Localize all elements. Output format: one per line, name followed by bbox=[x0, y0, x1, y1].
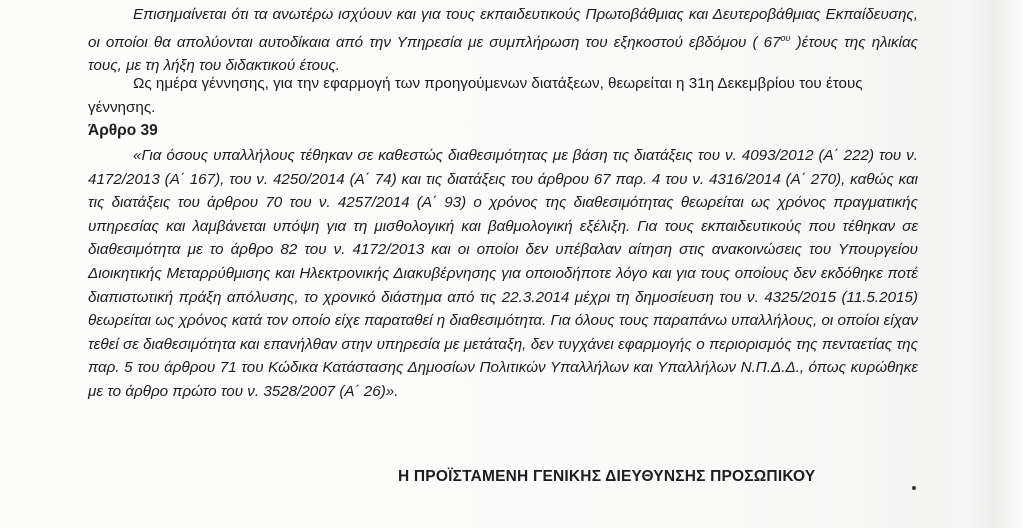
scan-speck bbox=[912, 486, 916, 490]
article-39-body: «Για όσους υπαλλήλους τέθηκαν σε καθεστώς διαθεσιμότητας με βάση τις διατάξεις του ν. 4093/2012 (Α΄ 222) του ν. 4172/2013 (Α΄ 167), του ν. 4250/2014 (Α΄ 74) και τις διατάξεις του άρθρου 67 παρ. 4 του ν. 4316/2014 (Α΄ 270), καθώς και τις διατάξεις του άρθρου 70 του ν. 4257/2014 (Α΄ 93) ο χρόνος της διαθεσιμότητας θεωρείται ως χρόνος πραγματικής υπηρεσίας και λαμβάνεται υπόψη για τη μισθολογική και βαθμολογική εξέλιξη. Για τους εκπαιδευτικούς που τέθηκαν σε διαθεσιμότητα με το άρθρο 82 του ν. 4172/2013 και οι οποίοι δεν υπέβαλαν αίτηση στις ανακοινώσεις του Υπουργείου Διοικητικής Μεταρρύθμισης και Ηλεκτρονικής Διακυβέρνησης για οποιοδήποτε λόγο και για τους οποίους δεν εκδόθηκε ποτέ διαπιστωτική πράξη απόλυσης, το χρονικό διάστημα από τις 22.3.2014 μέχρι τη δημοσίευση του ν. 4325/2015 (11.5.2015) θεωρείται ως χρόνος κατά τον οποίο είχε παραταθεί η διαθεσιμότητα. Για όλους τους παραπάνω υπαλλήλους, οι οποίοι είχαν τεθεί σε διαθεσιμότητα και επανήλθαν στην υπηρεσία με μετάταξη, δεν τυγχάνει εφαρμογής ο περιορισμός της πενταετίας της παρ. 5 του άρθρου 71 του Κώδικα Κατάστασης Δημοσίων Πολιτικών Υπαλλήλων και Υπαλλήλων Ν.Π.Δ.Δ., όπως κυρώθηκε με το άρθρο πρώτο του ν. 3528/2007 (Α΄ 26)». bbox=[88, 147, 918, 400]
paragraph-1-text-before: Επισημαίνεται ότι τα ανωτέρω ισχύουν και για τους εκπαιδευτικούς Πρωτοβάθμιας και Δευτεροβάθμιας Εκπαίδευσης, οι οποίοι θα απολύονται αυτοδίκαια από την Υπηρεσία με συμπλήρωση του εξηκοστού εβδόμου ( 67 bbox=[88, 6, 918, 51]
article-heading: Άρθρο 39 bbox=[88, 122, 158, 139]
scan-edge-shadow bbox=[963, 0, 1023, 528]
signature-title: Η ΠΡΟΪΣΤΑΜΕΝΗ ΓΕΝΙΚΗΣ ΔΙΕΥΘΥΝΣΗΣ ΠΡΟΣΩΠΙΚΟΥ bbox=[398, 468, 816, 485]
paragraph-teachers-retirement bbox=[88, 3, 918, 78]
paragraph-birth-date-rule: Ως ημέρα γέννησης, για την εφαρμογή των προηγούμενων διατάξεων, θεωρείται η 31η Δεκεμβρίου του έτους γέννησης. bbox=[88, 75, 863, 116]
paragraph-1-text-after: )έτους της ηλικίας τους, με τη λήξη του διδακτικού έτους. bbox=[88, 33, 918, 75]
paragraph-1-superscript: ου bbox=[780, 32, 791, 43]
